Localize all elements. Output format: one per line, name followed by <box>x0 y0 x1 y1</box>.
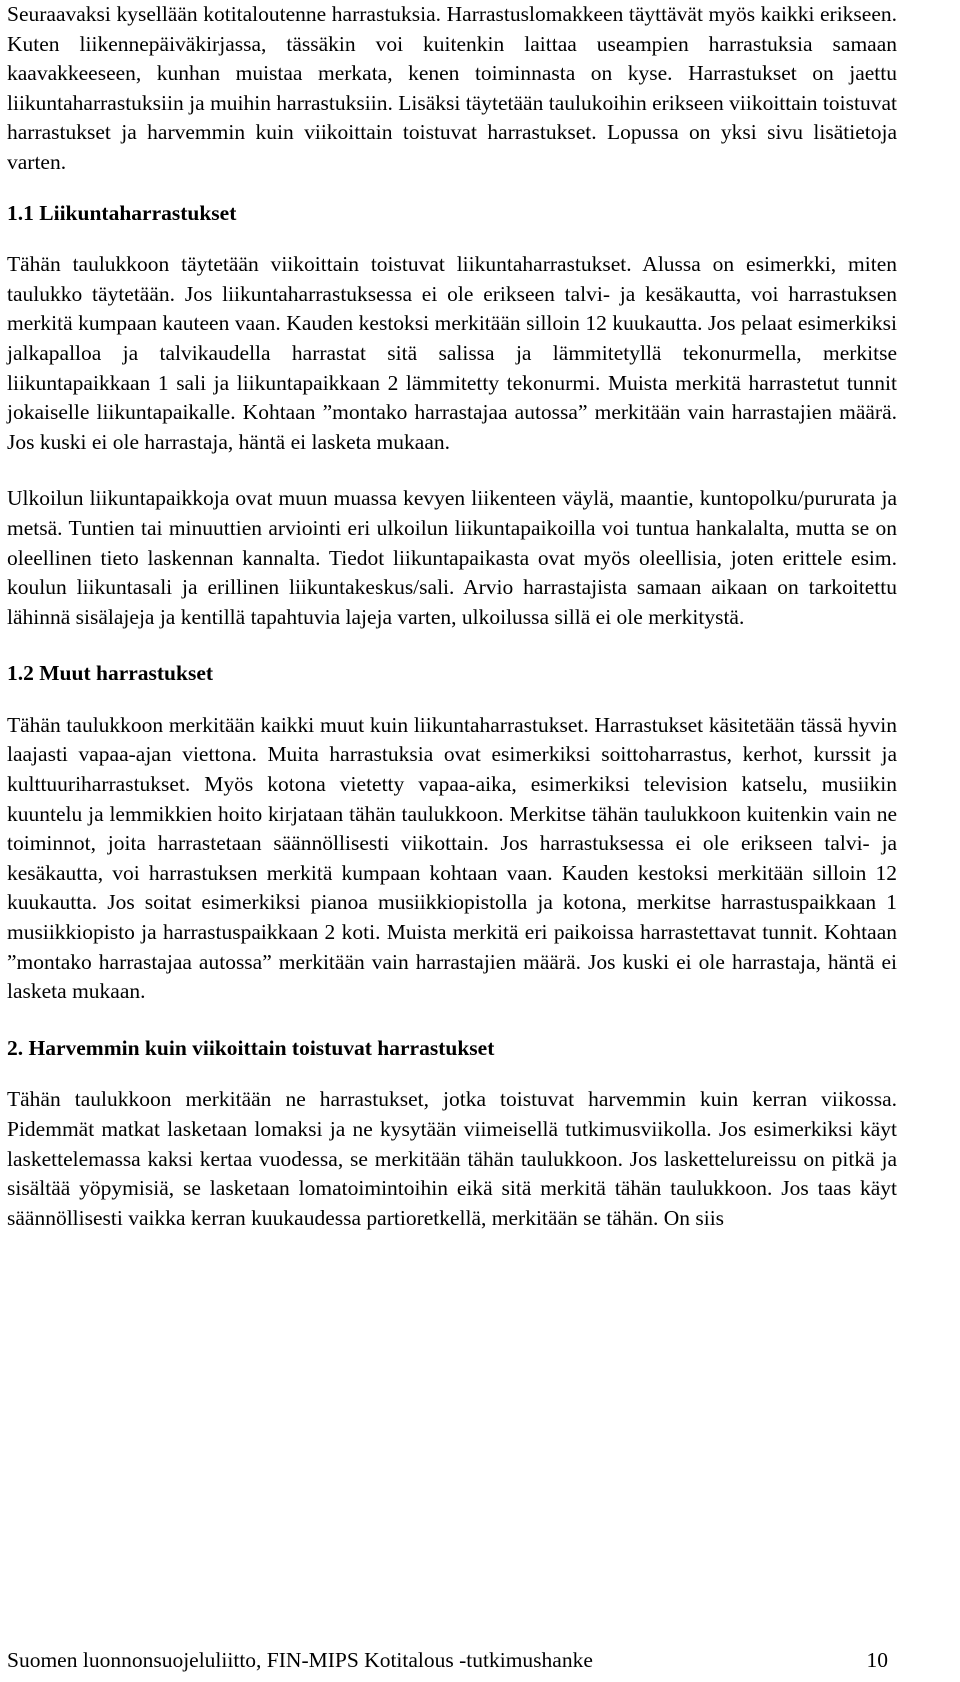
intro-paragraph: Seuraavaksi kysellään kotitaloutenne harrastuksia. Harrastuslomakkeen täyttävät myös kaikki erikseen. Kuten liikennepäiväkirjassa, tässäkin voi kuitenkin laittaa useampien harrastuksia samaan kaavakkeeseen, kunhan muistaa merkata, kenen toiminnasta on kyse. Harrastukset on jaettu liikuntaharrastuksiin ja muihin harrastuksiin. Lisäksi täytetään taulukoihin erikseen viikoittain toistuvat harrastukset ja harvemmin kuin viikoittain toistuvat harrastukset. Lopussa on yksi sivu lisätietoja varten. <box>7 2 897 174</box>
section-1-1-paragraph-1: Tähän taulukkoon täytetään viikoittain toistuvat liikuntaharrastukset. Alussa on esimerkki, miten taulukko täytetään. Jos liikuntaharrastuksessa ei ole erikseen talvi- ja kesäkautta, voi harrastuksen merkitä kumpaan kauteen vaan. Kauden kestoksi merkitään silloin 12 kuukautta. Jos pelaat esimerkiksi jalkapalloa ja talvikaudella harrastat sitä salissa ja lämmitetyllä tekonurmella, merkitse liikuntapaikkaan 1 sali ja liikuntapaikkaan 2 lämmitetty tekonurmi. Muista merkitä harrastetut tunnit jokaiselle liikuntapaikalle. Kohtaan ”montako harrastajaa autossa” merkitään vain harrastajien määrä. Jos kuski ei ole harrastaja, häntä ei lasketa mukaan. <box>7 252 897 454</box>
document-content <box>7 0 897 1233</box>
section-heading-1-2: 1.2 Muut harrastukset <box>7 661 214 686</box>
section-1-2-paragraph-1: Tähän taulukkoon merkitään kaikki muut kuin liikuntaharrastukset. Harrastukset käsitetään tässä hyvin laajasti vapaa-ajan viettona. Muita harrastuksia ovat esimerkiksi soittoharrastus, kerhot, kurssit ja kulttuuriharrastukset. Myös kotona vietetty vapaa-aika, esimerkiksi television katselu, musiikin kuuntelu ja lemmikkien hoito kirjataan tähän taulukkoon. Merkitse tähän taulukkoon kuitenkin vain ne toiminnot, joita harrastetaan säännöllisesti viikottain. Jos harrastuksessa ei ole erikseen talvi- ja kesäkautta, voi harrastuksen merkitä kumpaan kohtaan vaan. Kauden kestoksi merkitään silloin 12 kuukautta. Jos soitat esimerkiksi pianoa musiikkiopistolla ja kotona, merkitse harrastuspaikkaan 1 musiikkiopisto ja harrastuspaikkaan 2 koti. Muista merkitä eri paikoissa harrastettavat tunnit. Kohtaan ”montako harrastajaa autossa” merkitään vain harrastajien määrä. Jos kuski ei ole harrastaja, häntä ei lasketa mukaan. <box>7 712 897 1004</box>
section-2-paragraph-1: Tähän taulukkoon merkitään ne harrastukset, jotka toistuvat harvemmin kuin kerran viikossa. Pidemmät matkat lasketaan lomaksi ja ne kysytään viimeisellä tutkimusviikolla. Jos esimerkiksi käyt laskettelemassa kaksi kertaa vuodessa, se merkitään tähän taulukkoon. Jos laskettelureissu on pitkä ja sisältää yöpymisiä, se lasketaan lomatoimintoihin eikä sitä merkitä tähän taulukkoon. Jos taas käyt säännöllisesti vaikka kerran kuukaudessa partioretkellä, merkitään se tähän. On siis <box>7 1087 897 1230</box>
section-1-1-paragraph-2: Ulkoilun liikuntapaikkoja ovat muun muassa kevyen liikenteen väylä, maantie, kuntopolku/pururata ja metsä. Tuntien tai minuuttien arviointi eri ulkoilun liikuntapaikoilla voi tuntua hankalalta, mutta se on oleellinen tieto laskennan kannalta. Tiedot liikuntapaikasta ovat myös oleellisia, joten erittele esim. koulun liikuntasali ja erillinen liikuntakeskus/sali. Arvio harrastajista samaan aikaan on tarkoitettu lähinnä sisälajeja ja kentillä tapahtuvia lajeja varten, ulkoilussa sillä ei ole merkitystä. <box>7 486 897 629</box>
section-heading-1-1: 1.1 Liikuntaharrastukset <box>7 200 237 225</box>
section-heading-2: 2. Harvemmin kuin viikoittain toistuvat harrastukset <box>7 1035 495 1060</box>
footer-organization: Suomen luonnonsuojeluliitto, FIN-MIPS Kotitalous -tutkimushanke <box>7 1648 593 1672</box>
page-footer <box>7 1646 888 1676</box>
page-number: 10 <box>866 1648 888 1672</box>
